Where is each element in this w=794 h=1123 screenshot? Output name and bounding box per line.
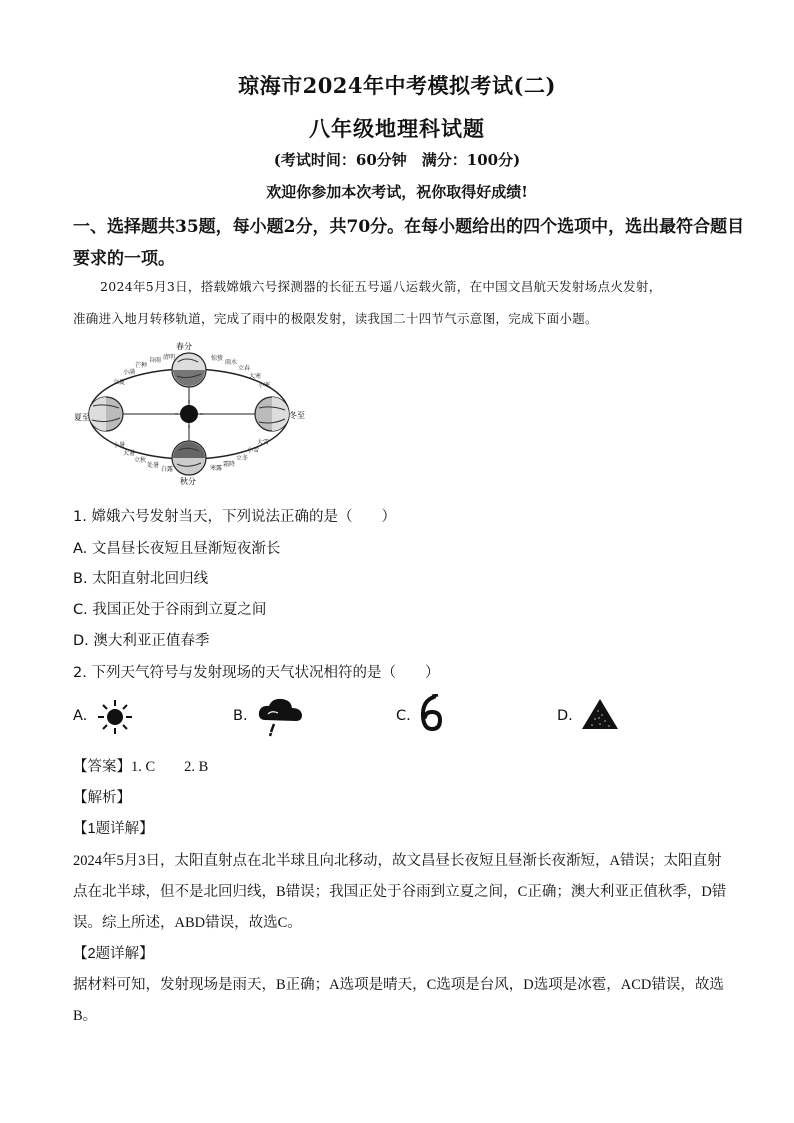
term-label: 清明 bbox=[163, 354, 176, 361]
subject-title: 八年级地理科试题 bbox=[309, 116, 485, 141]
label-summer: 夏至 bbox=[74, 413, 90, 422]
sunny-icon bbox=[96, 698, 134, 736]
term-label: 寒露 bbox=[210, 465, 223, 472]
term-label: 立冬 bbox=[236, 455, 249, 462]
term-label: 芒种 bbox=[135, 362, 148, 369]
term-label: 大暑 bbox=[123, 450, 136, 457]
hail-icon bbox=[580, 697, 620, 731]
q1-detail-line2: 点在北半球，但不是北回归线，B错误；我国正处于谷雨到立夏之间，C正确；澳大利亚正值秋季，D错 bbox=[73, 884, 727, 900]
term-label: 大雪 bbox=[257, 439, 270, 446]
q1-detail-line1: 2024年5月3日，太阳直射点在北半球且向北移动，故文昌昼长夜短且昼渐长夜渐短，A错误；太阳直射 bbox=[73, 853, 722, 869]
section-heading-line1: 一、选择题共35题，每小题2分，共70分。在每小题给出的四个选项中，选出最符合题目 bbox=[73, 217, 745, 237]
term-label: 立秋 bbox=[134, 457, 147, 464]
globe-autumn-icon bbox=[172, 441, 206, 475]
question-1-option-c: C. 我国正处于谷雨到立夏之间 bbox=[73, 602, 267, 618]
q1-detail-line3: 误。综上所述，ABD错误，故选C。 bbox=[73, 915, 302, 931]
material-line1: 2024年5月3日，搭载嫦娥六号探测器的长征五号遥八运载火箭，在中国文昌航天发射场点火发射， bbox=[100, 279, 662, 294]
term-label: 雨水 bbox=[225, 359, 238, 366]
material-line2: 准确进入地月转移轨道，完成了雨中的极限发射，读我国二十四节气示意图，完成下面小题。 bbox=[73, 311, 598, 326]
term-label: 霜降 bbox=[223, 461, 236, 468]
term-label: 白露 bbox=[161, 466, 174, 473]
q2-detail-label: 【2题详解】 bbox=[73, 946, 154, 962]
question-1-stem: 1. 嫦娥六号发射当天，下列说法正确的是（ ） bbox=[73, 509, 396, 525]
question-1-option-a: A. 文昌昼长夜短且昼渐短夜渐长 bbox=[73, 541, 281, 557]
section-heading-line2: 要求的一项。 bbox=[73, 249, 175, 269]
rain-cloud-icon bbox=[256, 696, 306, 738]
exam-title: 琼海市2024年中考模拟考试(二) bbox=[238, 73, 556, 98]
term-label: 立春 bbox=[238, 365, 251, 372]
term-label: 小暑 bbox=[113, 442, 126, 449]
q1-detail-label: 【1题详解】 bbox=[73, 821, 154, 837]
answer-line bbox=[73, 755, 208, 776]
welcome-text: 欢迎你参加本次考试，祝你取得好成绩! bbox=[266, 183, 528, 201]
globe-spring-icon bbox=[172, 353, 206, 387]
globe-summer-icon bbox=[89, 397, 123, 431]
question-2-stem: 2. 下列天气符号与发射现场的天气状况相符的是（ ） bbox=[73, 665, 440, 681]
sun-icon bbox=[180, 405, 198, 423]
label-spring: 春分 bbox=[176, 342, 192, 351]
answer-text: 1. C 2. B bbox=[131, 759, 209, 775]
term-label: 小雪 bbox=[247, 447, 260, 454]
label-autumn: 秋分 bbox=[180, 477, 196, 485]
answer-label: 【答案】 bbox=[73, 759, 131, 775]
question-1-option-d: D. 澳大利亚正值春季 bbox=[73, 633, 210, 649]
term-label: 立夏 bbox=[113, 379, 126, 386]
typhoon-icon bbox=[418, 694, 444, 734]
analysis-label: 【解析】 bbox=[73, 790, 131, 806]
question-1-option-b: B. 太阳直射北回归线 bbox=[73, 571, 209, 587]
label-winter: 冬至 bbox=[289, 411, 305, 420]
q2-detail-line1: 据材料可知，发射现场是雨天，B正确；A选项是晴天，C选项是台风，D选项是冰雹，ACD错误，故选 bbox=[73, 977, 724, 993]
term-label: 小满 bbox=[123, 369, 136, 376]
term-label: 小寒 bbox=[258, 382, 271, 389]
question-2-option-d: D. bbox=[557, 708, 573, 724]
globe-winter-icon bbox=[255, 397, 289, 431]
question-2-option-a: A. bbox=[73, 708, 88, 724]
q2-detail-line2: B。 bbox=[73, 1008, 98, 1024]
solar-terms-diagram bbox=[73, 340, 305, 485]
term-label: 大寒 bbox=[249, 373, 262, 380]
question-2-option-b: B. bbox=[233, 708, 248, 724]
term-label: 谷雨 bbox=[149, 357, 162, 364]
question-2-option-c: C. bbox=[396, 708, 411, 724]
term-label: 处暑 bbox=[147, 462, 160, 469]
exam-info: (考试时间：60分钟 满分：100分) bbox=[273, 151, 521, 169]
term-label: 惊蛰 bbox=[211, 355, 224, 362]
